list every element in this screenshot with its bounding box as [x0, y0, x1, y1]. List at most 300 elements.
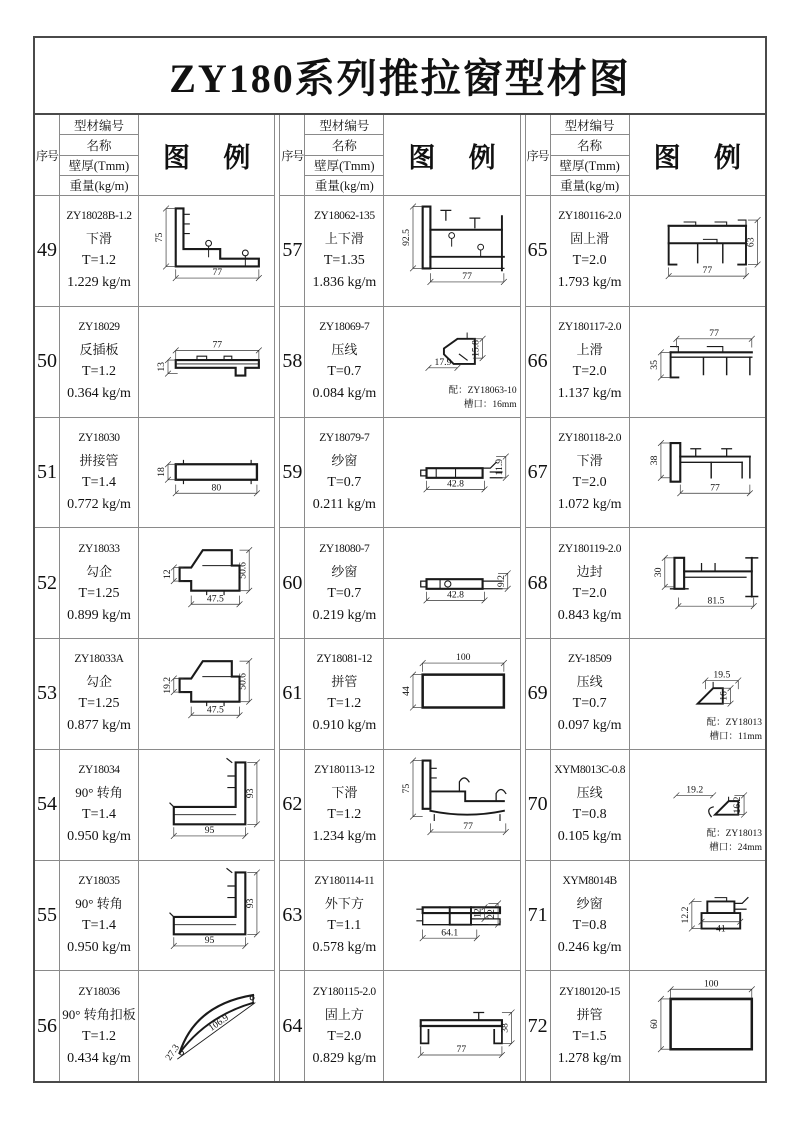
dimension-label: 80 [211, 482, 222, 494]
legend-label-left: 图 [163, 142, 190, 173]
profile-name: 上下滑 [324, 231, 364, 247]
profile-code: ZY180119-2.0 [558, 542, 622, 555]
profile-thickness: T=2.0 [572, 585, 607, 601]
spec-header-label: 壁厚(Tmm) [305, 156, 383, 176]
legend-label-right: 例 [713, 142, 741, 173]
profile-row [526, 418, 765, 529]
profile-diagram-drawing [384, 199, 519, 303]
profile-code: ZY-18509 [567, 653, 612, 666]
diagram-note-line: 槽口：11mm [709, 731, 762, 742]
profile-diagram-drawing [384, 863, 519, 967]
dimension-label: 47.5 [206, 704, 224, 716]
profile-diagram [139, 639, 274, 749]
profile-thickness: T=1.2 [82, 253, 116, 269]
profile-spec [551, 971, 630, 1081]
dimension-label: 64.1 [441, 927, 459, 939]
profile-diagram [139, 307, 274, 417]
profile-code: ZY18081-12 [316, 653, 373, 666]
profile-code: ZY180117-2.0 [558, 321, 622, 334]
dimension-label: 77 [702, 265, 712, 277]
row-number: 59 [280, 418, 305, 528]
profile-thickness: T=0.8 [572, 917, 607, 933]
dimension-label: 42.8 [447, 589, 465, 601]
dimension-label: 30 [652, 567, 664, 578]
profile-row [526, 196, 765, 307]
profile-name: 外下方 [324, 895, 364, 911]
profile-name: 固上滑 [570, 231, 610, 247]
profile-row [280, 750, 519, 861]
col-header-legend [139, 115, 274, 195]
dimension-label: 13 [156, 361, 168, 372]
profile-diagram-drawing [630, 420, 765, 524]
profile-row [35, 307, 274, 418]
profile-spec [551, 196, 630, 306]
col-header-seq: 序号 [280, 115, 305, 195]
dimension-label: 75 [154, 232, 166, 243]
profile-thickness: T=1.5 [572, 1028, 607, 1044]
table-column-group [526, 115, 765, 1081]
profile-thickness: T=1.4 [82, 474, 116, 490]
profile-thickness: T=0.7 [572, 696, 607, 712]
profile-weight: 0.950 kg/m [67, 829, 131, 845]
profile-table-sheet [33, 36, 767, 1083]
profile-thickness: T=2.0 [572, 364, 607, 380]
legend-label-right: 例 [223, 142, 251, 173]
profile-code: ZY180116-2.0 [558, 210, 622, 223]
diagram-note-line: 槽口：24mm [709, 842, 762, 853]
profile-diagram-drawing [384, 642, 519, 746]
profile-spec [60, 861, 139, 971]
row-number: 72 [526, 971, 551, 1081]
profile-diagram [384, 750, 519, 860]
profile-name: 纱窗 [331, 563, 358, 579]
profile-diagram [630, 307, 765, 417]
profile-diagram-drawing [139, 863, 274, 967]
dimension-label: 93 [245, 788, 257, 798]
dimension-label: 63 [745, 237, 757, 248]
profile-weight: 1.278 kg/m [557, 1050, 622, 1066]
dimension-label: 77 [212, 339, 223, 351]
col-header-spec [551, 115, 630, 195]
column-group-header [35, 115, 274, 196]
profile-thickness: T=1.35 [323, 253, 365, 269]
profile-spec [60, 196, 139, 306]
profile-spec [60, 307, 139, 417]
col-header-seq: 序号 [35, 115, 60, 195]
diagram-note [707, 828, 762, 856]
row-number: 54 [35, 750, 60, 860]
profile-name: 下滑 [576, 452, 603, 468]
row-number: 65 [526, 196, 551, 306]
profile-diagram [384, 971, 519, 1081]
profile-code: ZY18028B-1.2 [66, 210, 132, 223]
profile-row [526, 861, 765, 972]
spec-header-label: 型材编号 [60, 115, 138, 135]
profile-weight: 0.877 kg/m [67, 718, 131, 734]
dimension-label: 16 [718, 690, 730, 701]
profile-diagram-drawing [384, 974, 519, 1078]
dimension-label: 77 [456, 1044, 467, 1056]
dimension-label: 100 [456, 652, 471, 664]
table-column-group [280, 115, 519, 1081]
row-number: 61 [280, 639, 305, 749]
profile-name: 压线 [331, 342, 358, 358]
profile-code: ZY18080-7 [319, 542, 370, 555]
profile-thickness: T=1.2 [327, 807, 362, 823]
profile-diagram [139, 418, 274, 528]
profile-row [35, 196, 274, 307]
profile-thickness: T=0.7 [327, 474, 362, 490]
profile-name: 上滑 [576, 342, 603, 358]
profile-thickness: T=1.1 [327, 917, 362, 933]
legend-label-left: 图 [653, 142, 681, 173]
dimension-label: 92.5 [401, 228, 413, 246]
row-number: 60 [280, 528, 305, 638]
profile-spec [60, 528, 139, 638]
profile-spec [60, 750, 139, 860]
dimension-label: 95 [204, 935, 215, 947]
profile-row [526, 971, 765, 1081]
profile-diagram-drawing [139, 642, 274, 746]
profile-weight: 1.793 kg/m [557, 275, 622, 291]
profile-thickness: T=0.7 [327, 585, 362, 601]
column-group-header [280, 115, 519, 196]
profile-row [280, 196, 519, 307]
profile-thickness: T=0.8 [572, 807, 607, 823]
profile-row [526, 639, 765, 750]
profile-row [526, 307, 765, 418]
profile-weight: 0.910 kg/m [312, 718, 377, 734]
table-column-group [35, 115, 274, 1081]
profile-spec [551, 639, 630, 749]
dimension-label: 11.9 [494, 459, 506, 476]
profile-weight: 0.950 kg/m [67, 939, 131, 955]
profile-weight: 0.219 kg/m [312, 607, 377, 623]
profile-spec [305, 528, 384, 638]
dimension-label: 50.6 [237, 672, 249, 690]
profile-weight: 0.899 kg/m [67, 607, 131, 623]
dimension-label: 81.5 [707, 595, 725, 607]
profile-row [35, 861, 274, 972]
profile-weight: 1.229 kg/m [67, 275, 131, 291]
profile-row [35, 639, 274, 750]
dimension-label: 12 [161, 569, 173, 580]
profile-name: 90° 转角扣板 [62, 1006, 136, 1022]
profile-diagram [384, 196, 519, 306]
profile-diagram-drawing [139, 420, 274, 524]
spec-header-label: 重量(kg/m) [69, 179, 129, 194]
dimension-label: 38 [500, 1023, 512, 1033]
profile-name: 拼管 [576, 1006, 603, 1022]
legend-label-right: 例 [468, 142, 496, 173]
profile-weight: 0.843 kg/m [557, 607, 622, 623]
profile-diagram [139, 971, 274, 1081]
col-header-spec [60, 115, 139, 195]
spec-header-label: 壁厚(Tmm) [60, 156, 138, 176]
spec-header-label: 重量(kg/m) [314, 179, 374, 194]
row-number: 69 [526, 639, 551, 749]
row-number: 56 [35, 971, 60, 1081]
diagram-note-line: 配：ZY18063-10 [448, 385, 517, 396]
diagram-note [707, 717, 762, 745]
profile-code: ZY18033A [74, 653, 124, 666]
dimension-label: 75 [401, 783, 413, 794]
row-number: 57 [280, 196, 305, 306]
diagram-note-line: 槽口：16mm [463, 399, 517, 410]
profile-diagram-drawing [630, 310, 765, 414]
profile-spec [551, 528, 630, 638]
row-number: 66 [526, 307, 551, 417]
dimension-label: 12.2 [679, 906, 691, 924]
dimension-label: 47.5 [206, 593, 224, 605]
dimension-label: 16.2 [731, 796, 743, 814]
row-number: 67 [526, 418, 551, 528]
profile-diagram-drawing [139, 531, 274, 635]
profile-diagram [630, 971, 765, 1081]
profile-row [526, 750, 765, 861]
row-number: 71 [526, 861, 551, 971]
profile-row [35, 528, 274, 639]
dimension-label: 22 [486, 909, 498, 920]
profile-name: 拼接管 [79, 452, 119, 468]
profile-code: XYM8014B [562, 874, 617, 887]
profile-weight: 0.097 kg/m [557, 718, 622, 734]
profile-code: ZY18079-7 [319, 431, 370, 444]
profile-name: 纱窗 [331, 452, 358, 468]
profile-diagram [139, 196, 274, 306]
dimension-label: 44 [401, 686, 413, 696]
profile-name: 压线 [576, 674, 603, 690]
table-body [35, 115, 765, 1081]
dimension-label: 60 [648, 1019, 660, 1030]
profile-spec [60, 639, 139, 749]
profile-thickness: T=1.4 [82, 917, 116, 933]
profile-diagram [139, 750, 274, 860]
row-number: 53 [35, 639, 60, 749]
profile-diagram-drawing [630, 531, 765, 635]
profile-code: ZY18069-7 [319, 321, 370, 334]
dimension-label: 19.2 [161, 676, 173, 694]
profile-name: 边封 [576, 563, 603, 579]
profile-name: 90° 转角 [75, 785, 123, 801]
dimension-label: 106.9 [206, 1012, 231, 1034]
profile-diagram [384, 418, 519, 528]
dimension-label: 15.8 [471, 339, 483, 357]
profile-diagram [630, 639, 765, 749]
row-number: 70 [526, 750, 551, 860]
dimension-label: 35 [648, 359, 660, 370]
profile-diagram [630, 528, 765, 638]
profile-thickness: T=1.2 [82, 1028, 116, 1044]
profile-weight: 0.772 kg/m [67, 496, 131, 512]
profile-thickness: T=1.4 [82, 807, 116, 823]
dimension-label: 77 [708, 327, 719, 339]
dimension-label: 42.8 [447, 478, 465, 490]
row-number: 64 [280, 971, 305, 1081]
profile-spec [305, 750, 384, 860]
profile-diagram-drawing [630, 863, 765, 967]
profile-code: ZY18034 [78, 764, 120, 777]
spec-header-label: 名称 [551, 135, 629, 155]
profile-diagram [630, 750, 765, 860]
profile-spec [305, 196, 384, 306]
profile-spec [551, 750, 630, 860]
profile-diagram [384, 639, 519, 749]
page-title: ZY180系列推拉窗型材图 [35, 38, 765, 115]
profile-row [280, 971, 519, 1081]
spec-header-label: 重量(kg/m) [560, 179, 620, 194]
dimension-label: 17.9 [434, 356, 452, 368]
profile-diagram [630, 418, 765, 528]
dimension-label: 77 [709, 482, 720, 494]
profile-thickness: T=1.25 [78, 696, 120, 712]
profile-code: ZY18030 [78, 431, 120, 444]
profile-code: ZY180120-15 [559, 985, 621, 998]
profile-diagram-drawing [630, 974, 765, 1078]
profile-code: ZY18062-135 [313, 210, 375, 223]
row-number: 52 [35, 528, 60, 638]
profile-spec [305, 971, 384, 1081]
profile-diagram-drawing [630, 199, 765, 303]
dimension-label: 100 [703, 978, 719, 990]
profile-spec [305, 861, 384, 971]
spec-header-label: 名称 [305, 135, 383, 155]
profile-diagram [384, 528, 519, 638]
row-number: 62 [280, 750, 305, 860]
profile-row [280, 861, 519, 972]
profile-diagram [384, 861, 519, 971]
profile-spec [551, 418, 630, 528]
profile-code: ZY18036 [78, 985, 120, 998]
dimension-label: 77 [463, 820, 474, 832]
profile-diagram-drawing [139, 753, 274, 857]
profile-name: 纱窗 [576, 895, 603, 911]
profile-row [526, 528, 765, 639]
profile-diagram [139, 528, 274, 638]
profile-row [280, 528, 519, 639]
profile-thickness: T=1.2 [82, 364, 116, 380]
profile-row [280, 307, 519, 418]
profile-code: ZY180114-11 [314, 874, 375, 887]
row-number: 68 [526, 528, 551, 638]
dimension-label: 77 [462, 270, 473, 282]
profile-weight: 0.829 kg/m [312, 1050, 377, 1066]
profile-name: 90° 转角 [75, 895, 123, 911]
profile-thickness: T=2.0 [327, 1028, 362, 1044]
profile-row [35, 971, 274, 1081]
dimension-label: 12 [472, 908, 484, 919]
profile-code: ZY18033 [78, 542, 120, 555]
spec-header-label: 型材编号 [305, 115, 383, 135]
profile-spec [551, 307, 630, 417]
profile-weight: 1.137 kg/m [557, 386, 622, 402]
profile-diagram [139, 861, 274, 971]
profile-weight: 0.246 kg/m [557, 939, 622, 955]
profile-thickness: T=2.0 [572, 253, 607, 269]
profile-name: 下滑 [331, 785, 358, 801]
column-group-header [526, 115, 765, 196]
profile-name: 压线 [576, 785, 603, 801]
row-number: 63 [280, 861, 305, 971]
profile-weight: 0.084 kg/m [312, 386, 377, 402]
dimension-label: 38 [648, 455, 660, 466]
col-header-legend [384, 115, 519, 195]
col-header-seq: 序号 [526, 115, 551, 195]
profile-thickness: T=1.25 [78, 585, 120, 601]
dimension-label: 9.2 [496, 575, 508, 588]
row-number: 51 [35, 418, 60, 528]
row-number: 49 [35, 196, 60, 306]
profile-spec [60, 418, 139, 528]
spec-header-label: 壁厚(Tmm) [551, 156, 629, 176]
dimension-label: 18 [156, 467, 168, 478]
profile-spec [60, 971, 139, 1081]
spec-header-label: 名称 [60, 135, 138, 155]
profile-diagram-drawing [139, 199, 274, 303]
profile-weight: 1.234 kg/m [312, 829, 377, 845]
legend-label-left: 图 [408, 142, 436, 173]
dimension-label: 19.2 [685, 784, 703, 796]
profile-diagram-drawing [384, 531, 519, 635]
spec-header-label: 型材编号 [551, 115, 629, 135]
profile-weight: 0.105 kg/m [557, 829, 622, 845]
profile-weight: 1.072 kg/m [557, 496, 622, 512]
profile-row [35, 750, 274, 861]
profile-code: XYM8013C-0.8 [554, 764, 626, 777]
dimension-label: 19.5 [713, 669, 730, 681]
profile-code: ZY18035 [78, 874, 120, 887]
profile-name: 勾企 [85, 674, 112, 690]
dimension-label: 93 [245, 898, 257, 909]
row-number: 58 [280, 307, 305, 417]
profile-code: ZY180118-2.0 [558, 431, 622, 444]
profile-code: ZY18029 [78, 321, 120, 334]
profile-thickness: T=0.7 [327, 364, 362, 380]
row-number: 50 [35, 307, 60, 417]
profile-spec [305, 418, 384, 528]
profile-spec [305, 307, 384, 417]
profile-weight: 1.836 kg/m [312, 275, 377, 291]
dimension-label: 77 [212, 267, 223, 279]
col-header-spec [305, 115, 384, 195]
profile-row [280, 639, 519, 750]
profile-weight: 0.578 kg/m [312, 939, 377, 955]
dimension-label: 41 [715, 923, 726, 935]
profile-diagram-drawing [384, 753, 519, 857]
profile-name: 拼管 [331, 674, 358, 690]
profile-name: 反插板 [79, 342, 119, 358]
profile-spec [551, 861, 630, 971]
diagram-note-line: 配：ZY18013 [706, 718, 762, 729]
profile-spec [305, 639, 384, 749]
dimension-label: 95 [204, 824, 215, 836]
profile-name: 固上方 [324, 1006, 364, 1022]
row-number: 55 [35, 861, 60, 971]
col-header-legend [630, 115, 765, 195]
profile-diagram-drawing [139, 310, 274, 414]
profile-row [280, 418, 519, 529]
dimension-label: 50.6 [237, 562, 249, 580]
profile-weight: 0.434 kg/m [67, 1050, 131, 1066]
profile-weight: 0.364 kg/m [67, 386, 131, 402]
profile-name: 勾企 [85, 563, 112, 579]
profile-diagram-drawing [139, 974, 274, 1078]
profile-code: ZY180113-12 [314, 764, 375, 777]
diagram-note [449, 385, 517, 413]
profile-row [35, 418, 274, 529]
dimension-label: 27.3 [163, 1042, 182, 1063]
profile-diagram [630, 196, 765, 306]
